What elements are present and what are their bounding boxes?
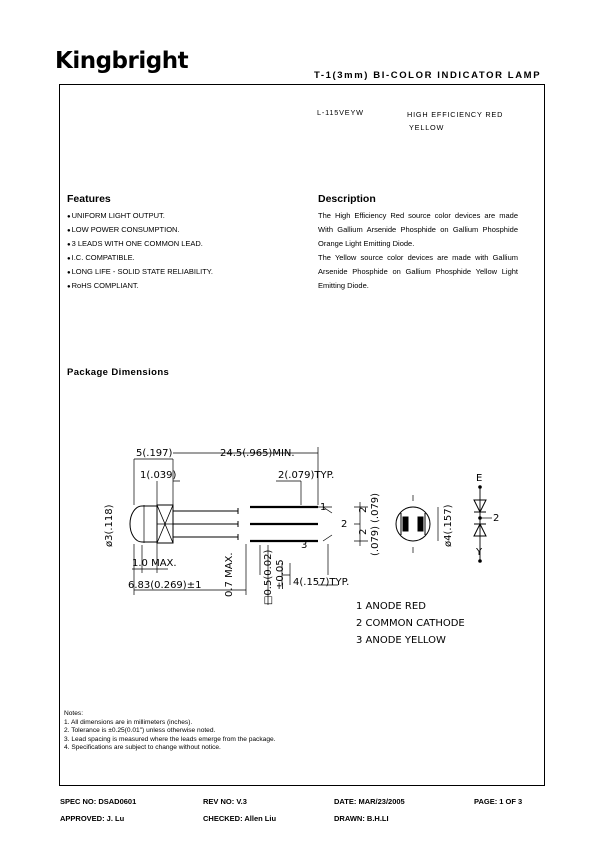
dim-pitch-079: (.079) xyxy=(370,525,381,556)
footer-spec-no: SPEC NO: DSAD0601 xyxy=(60,797,137,806)
dim-diameter: ø3(.118) xyxy=(104,504,115,547)
node-dot xyxy=(478,485,482,489)
node-dot xyxy=(478,559,482,563)
footer-drawn: DRAWN: B.H.LI xyxy=(334,814,389,823)
dim-pitch-079b: (.079) xyxy=(370,492,381,523)
part-number: L-115VEYW xyxy=(317,108,364,117)
note-item: 3. Lead spacing is measured where the leads emerge from the package. xyxy=(64,735,276,743)
dim-lead-square: □0.5(0.02) xyxy=(263,549,274,605)
feature-item: ● LONG LIFE - SOLID STATE RELIABILITY. xyxy=(67,267,213,281)
lead-label-2: 2 xyxy=(341,519,348,530)
package-dimension-drawing xyxy=(60,425,500,650)
feature-item: ● I.C. COMPATIBLE. xyxy=(67,253,213,267)
notes-title: Notes: xyxy=(64,710,84,717)
side-view-lead xyxy=(418,517,423,531)
pin-label-3: 3 ANODE YELLOW xyxy=(356,635,446,646)
node-dot xyxy=(478,516,482,520)
description-paragraph: The Yellow source color devices are made with Gallium Arsenide Phosphide on Gallium Phosphide Yellow Light Emitting Diode. xyxy=(318,253,518,290)
dim-head-len: 5(.197) xyxy=(136,448,173,459)
footer-date: DATE: MAR/23/2005 xyxy=(334,797,405,806)
note-item: 4. Specifications are subject to change without notice. xyxy=(64,744,221,751)
notes-block xyxy=(64,710,276,753)
part-color-1: HIGH EFFICIENCY RED xyxy=(407,110,504,119)
dim-lead-space-typ: 2(.079)TYP. xyxy=(278,470,335,481)
led-lens-outline xyxy=(130,506,157,542)
schematic-label-2: 2 xyxy=(493,513,500,524)
document-title: T-1(3mm) BI-COLOR INDICATOR LAMP xyxy=(314,70,542,81)
note-item: 1. All dimensions are in millimeters (inches). xyxy=(64,718,193,726)
feature-item: ● RoHS COMPLIANT. xyxy=(67,281,213,295)
lead-label-1: 1 xyxy=(320,502,327,513)
feature-item: ● UNIFORM LIGHT OUTPUT. xyxy=(67,211,213,225)
feature-item: ● LOW POWER CONSUMPTION. xyxy=(67,225,213,239)
lead-label-3: 3 xyxy=(301,540,308,551)
dim-pitch-typ: 4(.157)TYP. xyxy=(293,577,350,588)
footer-approved: APPROVED: J. Lu xyxy=(60,814,125,823)
lead-lines-right xyxy=(250,507,318,541)
dim-max-1: 1.0 MAX. xyxy=(132,558,177,569)
dim-pitch-2b: 2 xyxy=(358,506,369,513)
schematic-label-e: E xyxy=(476,473,483,484)
dim-side-diameter: ø4(.157) xyxy=(443,504,454,547)
feature-item: ● 3 LEADS WITH ONE COMMON LEAD. xyxy=(67,239,213,253)
flange-hatching xyxy=(157,505,173,543)
brand-logo: Kingbright xyxy=(55,48,189,74)
footer-rev-no: REV NO: V.3 xyxy=(203,797,247,806)
features-list xyxy=(67,211,213,295)
dim-flange: 1(.039) xyxy=(140,470,177,481)
dim-max-07: 0.7 MAX. xyxy=(224,552,235,597)
pin-label-2: 2 COMMON CATHODE xyxy=(356,618,465,629)
side-view-lead xyxy=(403,517,408,531)
part-color-2: YELLOW xyxy=(409,123,445,132)
note-item: 2. Tolerance is ±0.25(0.01") unless otherwise noted. xyxy=(64,727,216,734)
dim-tolerance: ±0.05 xyxy=(275,559,286,590)
schematic-label-y: Y xyxy=(476,547,483,558)
footer-page: PAGE: 1 OF 3 xyxy=(474,797,523,806)
part-description xyxy=(407,108,503,134)
description-heading: Description xyxy=(318,193,376,205)
dim-lead-len: 24.5(.965)MIN. xyxy=(220,448,295,459)
features-heading: Features xyxy=(67,193,111,205)
dim-pitch-2: 2 xyxy=(358,528,369,535)
pin-label-1: 1 ANODE RED xyxy=(356,601,426,612)
description-paragraph: The High Efficiency Red source color devices are made With Gallium Arsenide Phosphide on Gallium Phosphide Orange Light Emitting Diode. xyxy=(318,211,518,248)
package-heading: Package Dimensions xyxy=(67,367,170,378)
footer-checked: CHECKED: Allen Liu xyxy=(203,814,277,823)
lead-lines-left xyxy=(173,511,238,537)
description-body xyxy=(318,209,518,293)
dim-body-len: 6.83(0.269)±1 xyxy=(128,580,202,591)
